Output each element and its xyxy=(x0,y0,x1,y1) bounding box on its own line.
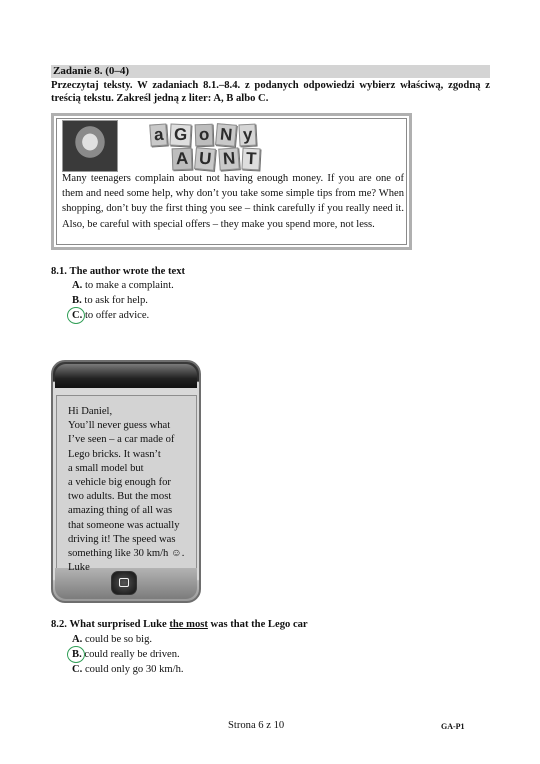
agony-aunt-logo xyxy=(150,124,257,146)
logo-letter: A xyxy=(172,148,193,171)
q1-option-b[interactable]: B. to ask for help. xyxy=(72,295,148,306)
exam-code: GA-P1 xyxy=(441,722,465,731)
logo-letter: o xyxy=(194,124,213,147)
q2-option-c[interactable]: C. could only go 30 km/h. xyxy=(72,664,184,675)
agony-aunt-logo-word2 xyxy=(172,148,260,170)
text2-message: Hi Daniel, You’ll never guess what I’ve seen – a car made of Lego bricks. It wasn’t a small model but a vehicle big enough for two adults. But the most amazing thing of all was that someone was actually driving it! The speed was something like 30 km/h ☺. Luke xyxy=(68,406,185,574)
logo-letter: a xyxy=(149,123,168,146)
home-square-icon xyxy=(119,578,129,587)
q2-option-a[interactable]: A. could be so big. xyxy=(72,634,153,645)
q1-option-c[interactable]: C. to offer advice. xyxy=(72,310,150,321)
logo-letter: G xyxy=(170,123,192,146)
logo-letter: y xyxy=(239,124,258,147)
question-8-2-title: 8.2. What surprised Luke the most was that the Lego car xyxy=(51,619,308,630)
task-header: Zadanie 8. (0–4) xyxy=(51,65,490,78)
woman-photo xyxy=(62,120,118,172)
answer-circle-q2 xyxy=(67,646,85,663)
q2-option-b[interactable]: B. could really be driven. xyxy=(72,649,180,660)
logo-letter: N xyxy=(218,147,240,170)
page-number: Strona 6 z 10 xyxy=(228,720,285,731)
logo-letter: T xyxy=(241,148,261,171)
text1-passage: Many teenagers complain about not having enough money. If you are one of them and need some help, why don’t you take some simple tips from me? When shopping, don’t buy the first thing you see – think carefully if you really need it. Also, be careful with special offers – they make you spend more, not less. xyxy=(62,173,404,230)
answer-circle-q1 xyxy=(67,307,85,324)
logo-letter: U xyxy=(194,147,216,171)
phone-top-bar xyxy=(55,364,197,388)
task-instructions: Przeczytaj teksty. W zadaniach 8.1.–8.4. z podanych odpowiedzi wybierz właściwą, zgodną z treścią tekstu. Zakreśl jedną z liter: A, B albo C. xyxy=(51,80,490,104)
logo-letter: N xyxy=(215,123,237,147)
question-8-1-title: 8.1. The author wrote the text xyxy=(51,266,186,277)
q1-option-a[interactable]: A. to make a complaint. xyxy=(72,280,174,291)
